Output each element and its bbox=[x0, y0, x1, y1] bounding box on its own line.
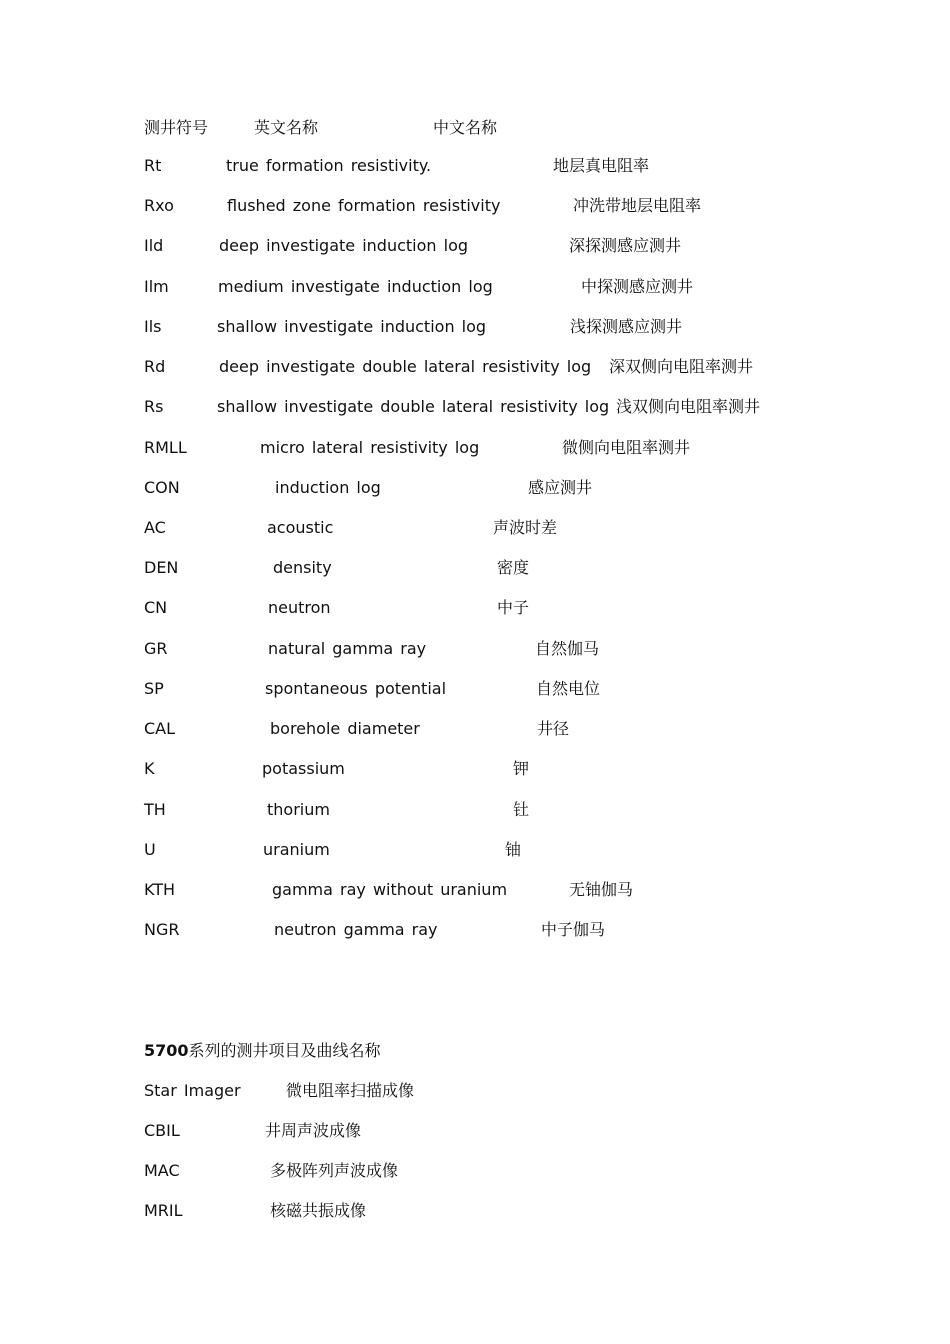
row-symbol: DEN bbox=[144, 558, 179, 577]
row-symbol: K bbox=[144, 759, 155, 778]
row-symbol: KTH bbox=[144, 880, 176, 899]
row-symbol: RMLL bbox=[144, 438, 187, 457]
section-item-symbol: CBIL bbox=[144, 1121, 180, 1140]
row-chinese: 微侧向电阻率测井 bbox=[562, 438, 691, 457]
row-english: micro lateral resistivity log bbox=[260, 438, 480, 457]
row-chinese: 自然伽马 bbox=[535, 639, 600, 658]
row-chinese: 井径 bbox=[537, 719, 570, 738]
row-chinese: 密度 bbox=[497, 558, 530, 577]
section-item-chinese: 井周声波成像 bbox=[265, 1121, 362, 1140]
row-chinese: 深探测感应测井 bbox=[569, 236, 682, 255]
section-item-chinese: 微电阻率扫描成像 bbox=[286, 1081, 415, 1100]
row-chinese: 感应测井 bbox=[528, 478, 593, 497]
row-english: neutron bbox=[268, 598, 331, 617]
row-symbol: Ils bbox=[144, 317, 162, 336]
row-symbol: GR bbox=[144, 639, 168, 658]
row-english: gamma ray without uranium bbox=[272, 880, 508, 899]
row-symbol: SP bbox=[144, 679, 164, 698]
row-chinese: 自然电位 bbox=[536, 679, 601, 698]
row-english: true formation resistivity. bbox=[226, 156, 432, 175]
section-title-number: 5700 bbox=[144, 1041, 189, 1060]
row-english: natural gamma ray bbox=[268, 639, 427, 658]
section-title-text: 系列的测井项目及曲线名称 bbox=[188, 1041, 381, 1060]
row-chinese: 浅双侧向电阻率测井 bbox=[616, 397, 761, 416]
section-item-symbol: MRIL bbox=[144, 1201, 183, 1220]
row-chinese: 声波时差 bbox=[493, 518, 558, 537]
row-symbol: CN bbox=[144, 598, 168, 617]
header-chinese: 中文名称 bbox=[433, 118, 498, 137]
row-english: deep investigate induction log bbox=[219, 236, 469, 255]
row-english: deep investigate double lateral resistivity log bbox=[219, 357, 592, 376]
section-item-symbol: MAC bbox=[144, 1161, 180, 1180]
row-english: density bbox=[273, 558, 332, 577]
row-chinese: 无铀伽马 bbox=[569, 880, 634, 899]
row-symbol: Ild bbox=[144, 236, 164, 255]
row-chinese: 地层真电阻率 bbox=[553, 156, 650, 175]
row-english: acoustic bbox=[267, 518, 334, 537]
row-english: borehole diameter bbox=[270, 719, 420, 738]
row-chinese: 中探测感应测井 bbox=[581, 277, 694, 296]
row-symbol: Rt bbox=[144, 156, 162, 175]
row-english: uranium bbox=[263, 840, 330, 859]
header-english: 英文名称 bbox=[254, 118, 319, 137]
row-symbol: Rs bbox=[144, 397, 164, 416]
row-chinese: 冲洗带地层电阻率 bbox=[573, 196, 702, 215]
row-english: spontaneous potential bbox=[265, 679, 447, 698]
row-english: induction log bbox=[275, 478, 381, 497]
row-english: neutron gamma ray bbox=[274, 920, 438, 939]
section-item-chinese: 核磁共振成像 bbox=[270, 1201, 367, 1220]
row-chinese: 钾 bbox=[513, 759, 530, 778]
row-symbol: U bbox=[144, 840, 156, 859]
section-title bbox=[144, 1041, 381, 1061]
row-english: shallow investigate double lateral resistivity log bbox=[217, 397, 610, 416]
row-chinese: 浅探测感应测井 bbox=[570, 317, 683, 336]
row-symbol: Ilm bbox=[144, 277, 169, 296]
row-chinese: 中子 bbox=[497, 598, 530, 617]
row-symbol: Rd bbox=[144, 357, 166, 376]
row-symbol: AC bbox=[144, 518, 166, 537]
row-english: flushed zone formation resistivity bbox=[227, 196, 501, 215]
row-symbol: NGR bbox=[144, 920, 180, 939]
row-symbol: CAL bbox=[144, 719, 176, 738]
section-item-chinese: 多极阵列声波成像 bbox=[270, 1161, 399, 1180]
row-chinese: 深双侧向电阻率测井 bbox=[609, 357, 754, 376]
section-item-symbol: Star Imager bbox=[144, 1081, 241, 1100]
row-symbol: TH bbox=[144, 800, 166, 819]
row-symbol: Rxo bbox=[144, 196, 174, 215]
header-symbol: 测井符号 bbox=[144, 118, 209, 137]
row-english: thorium bbox=[267, 800, 330, 819]
row-symbol: CON bbox=[144, 478, 180, 497]
row-english: shallow investigate induction log bbox=[217, 317, 487, 336]
row-chinese: 铀 bbox=[505, 840, 522, 859]
row-chinese: 钍 bbox=[513, 800, 530, 819]
row-english: potassium bbox=[262, 759, 345, 778]
row-chinese: 中子伽马 bbox=[541, 920, 606, 939]
row-english: medium investigate induction log bbox=[218, 277, 493, 296]
